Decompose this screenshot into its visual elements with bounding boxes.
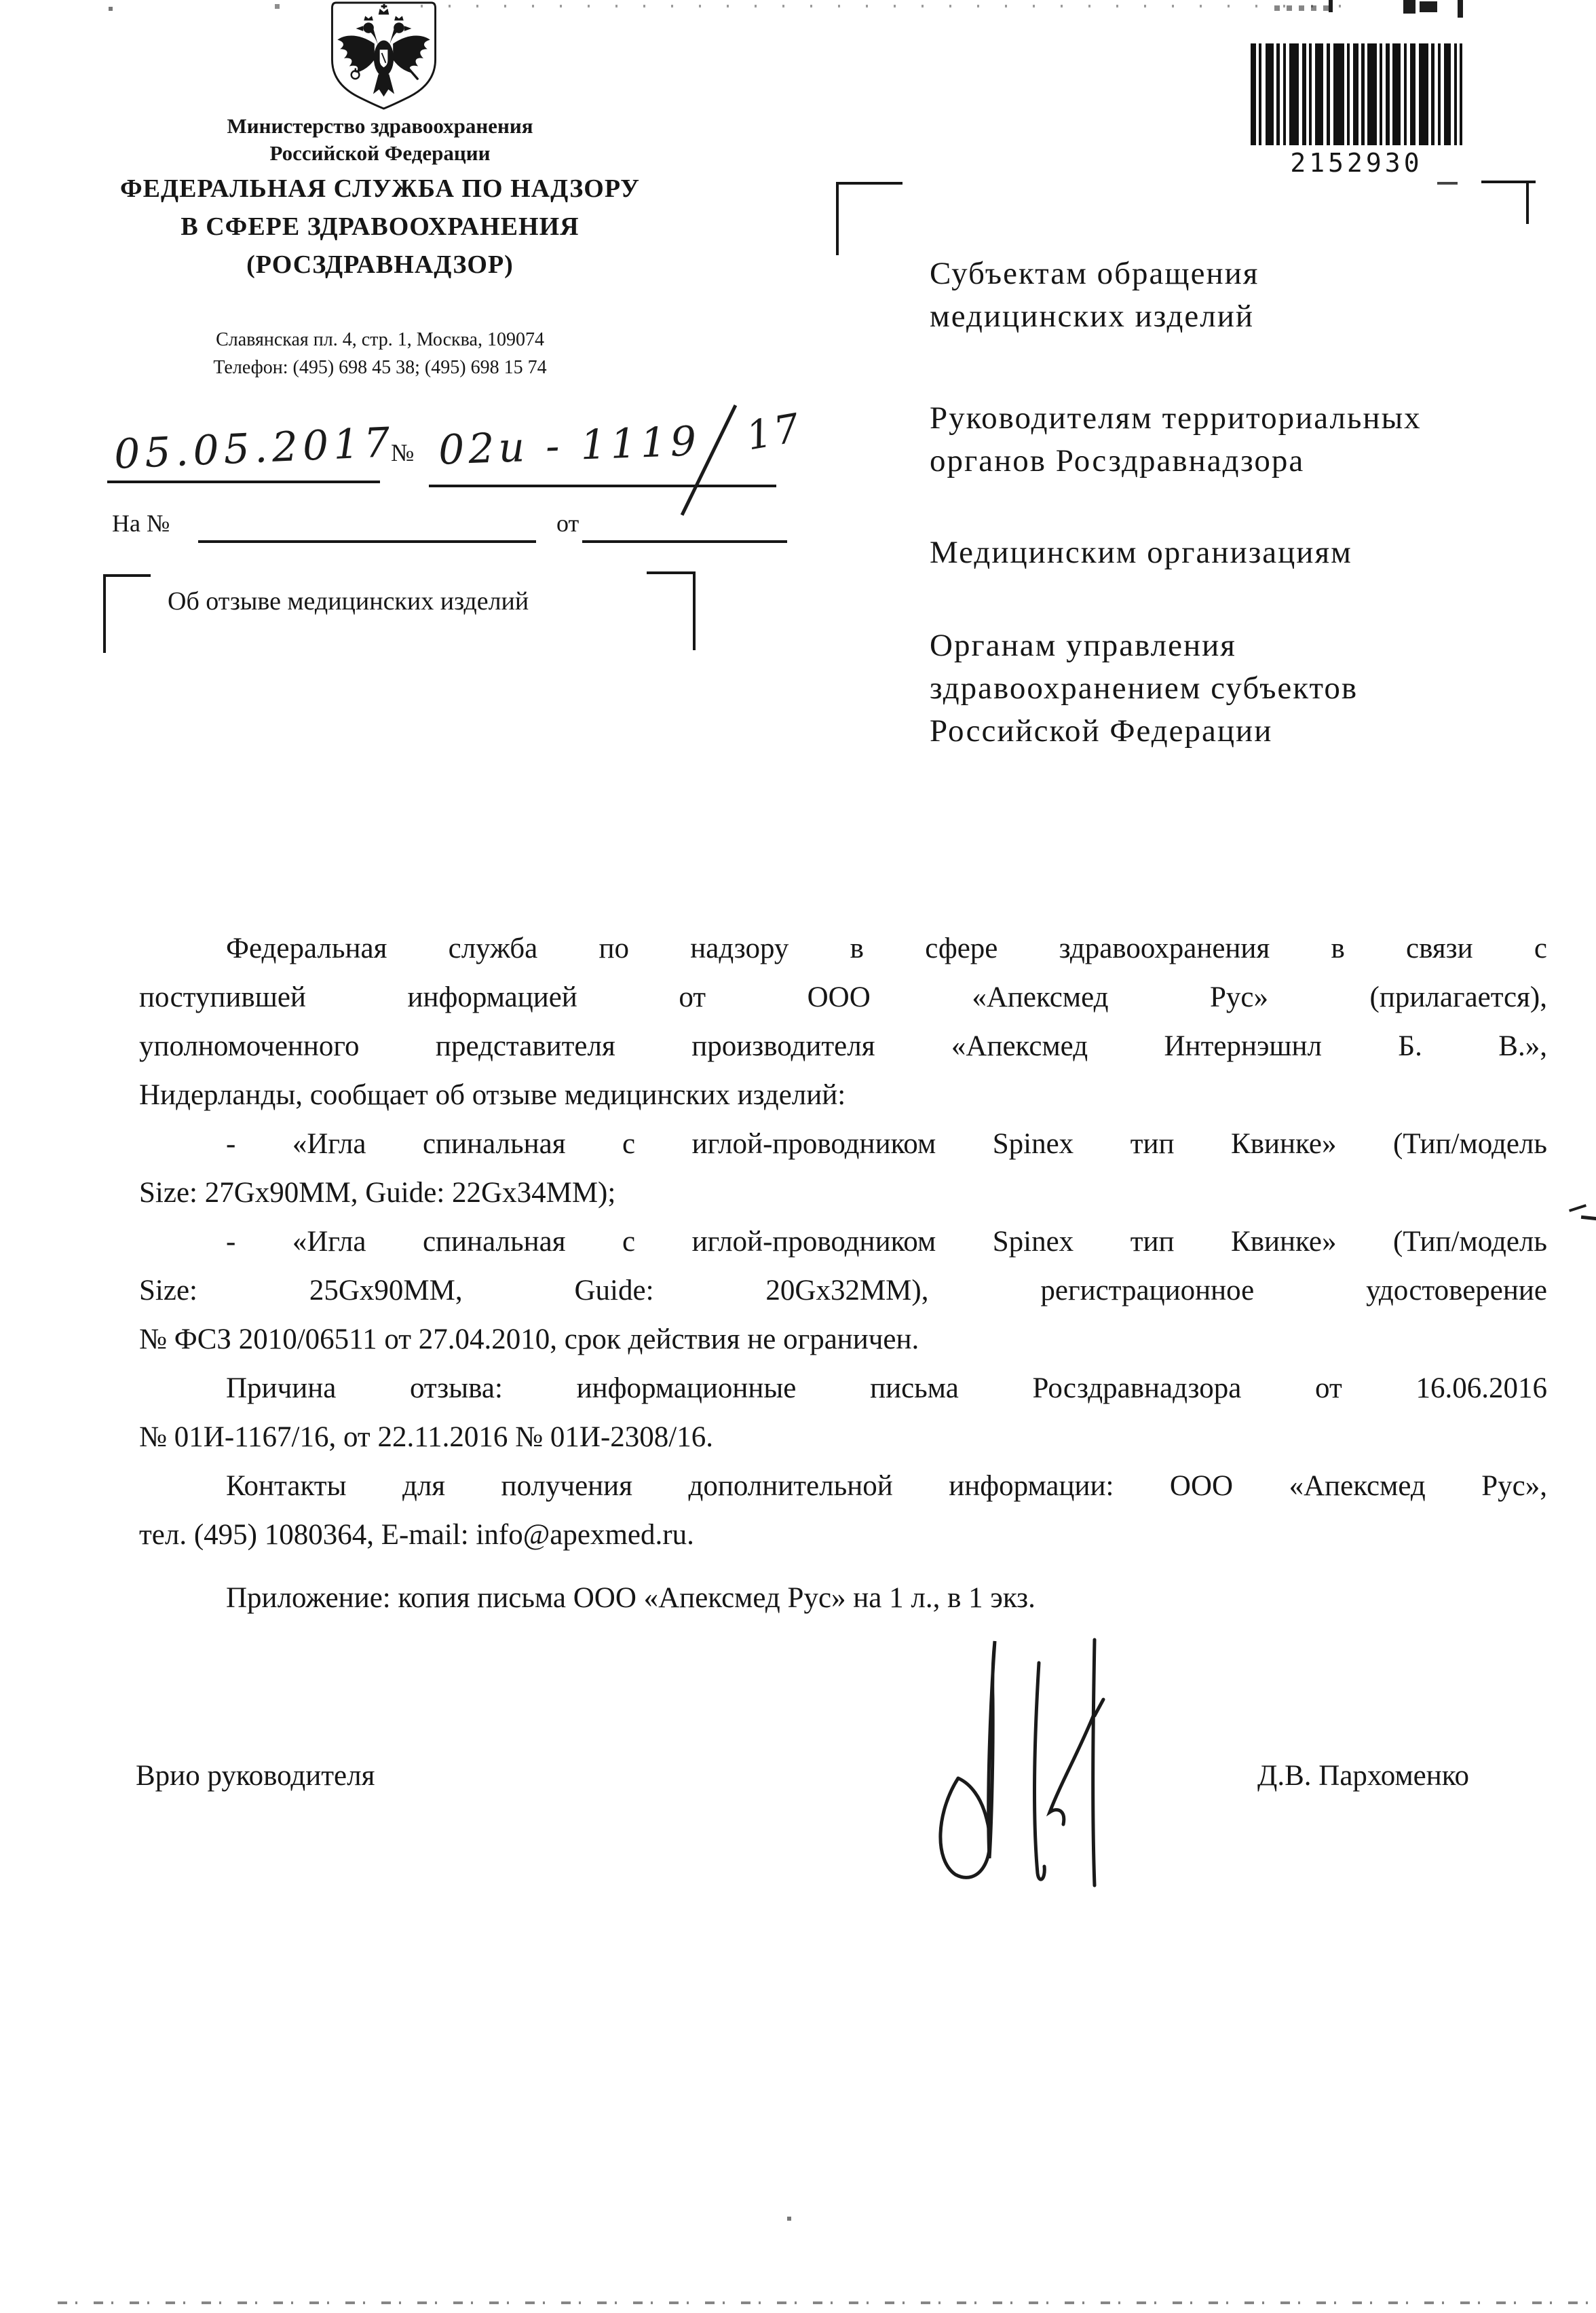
scan-blob <box>1420 1 1437 12</box>
recipient-territorial-heads <box>930 397 1561 483</box>
recipient-health-authorities <box>930 624 1561 753</box>
subject-bracket-top-left-h <box>103 574 151 577</box>
addressee-bracket-left-v <box>836 182 839 255</box>
recipient-subjects-of-circulation <box>930 252 1561 338</box>
org-contact-block <box>61 326 699 381</box>
body-line: - «Игла спинальная с иглой-проводником Spinex тип Квинке» (Тип/модель <box>226 1128 1547 1160</box>
recipient-line: медицинских изделий <box>930 299 1255 334</box>
recipient-line: органов Росздравнадзора <box>930 443 1305 478</box>
addressee-bracket-right-v <box>1526 181 1529 224</box>
org-address: Славянская пл. 4, стр. 1, Москва, 109074 <box>216 329 544 350</box>
letter-number-handwritten: 02и - 1119 <box>437 417 702 474</box>
subject-bracket-top-right-h <box>647 571 696 574</box>
body-line: № 01И-1167/16, от 22.11.2016 № 01И-2308/16. <box>139 1421 713 1453</box>
handwritten-signature <box>916 1634 1174 1906</box>
scan-noise-bottom-strip <box>58 2301 1588 2304</box>
service-name <box>41 170 719 284</box>
reply-number-label: На № <box>112 510 170 537</box>
scan-smudge <box>1274 5 1330 11</box>
body-line: уполномоченного представителя производителя «Апексмед Интернэшнл Б. В.», <box>139 1030 1547 1062</box>
service-line-1: ФЕДЕРАЛЬНАЯ СЛУЖБА ПО НАДЗОРУ <box>120 174 640 203</box>
barcode-number: 2152930 <box>1290 148 1423 178</box>
number-underline <box>429 485 776 487</box>
scan-speck <box>275 4 280 9</box>
recipient-line: Органам управления <box>930 628 1236 663</box>
org-phone: Телефон: (495) 698 45 38; (495) 698 15 74 <box>213 357 547 378</box>
recipient-line: Субъектам обращения <box>930 256 1259 291</box>
body-line: поступившей информацией от ООО «Апексмед Рус» (прилагается), <box>139 981 1547 1013</box>
subject-bracket-top-left-v <box>103 574 106 653</box>
body-line: - «Игла спинальная с иглой-проводником Spinex тип Квинке» (Тип/модель <box>226 1226 1547 1258</box>
scan-dash-mark <box>1437 182 1458 185</box>
letter-date-handwritten: 05.05.2017 <box>113 419 396 478</box>
body-line: Size: 27Gx90MM, Guide: 22Gx34MM); <box>139 1177 616 1209</box>
scan-speck <box>787 2217 791 2221</box>
coat-of-arms-russia-icon <box>318 0 450 110</box>
attachment-line: Приложение: копия письма ООО «Апексмед Рус» на 1 л., в 1 экз. <box>226 1582 1036 1614</box>
body-line: Нидерланды, сообщает об отзыве медицинских изделий: <box>139 1079 846 1111</box>
body-line: Size: 25Gx90MM, Guide: 20Gx32MM), регистрационное удостоверение <box>139 1275 1547 1306</box>
letter-number-year-handwritten: 17 <box>742 404 806 459</box>
number-label: № <box>391 439 415 466</box>
ministry-line-1: Министерство здравоохранения <box>227 114 533 138</box>
body-line: Федеральная служба по надзору в сфере здравоохранения в связи с <box>226 933 1547 964</box>
ministry-name <box>88 113 672 167</box>
reply-number-underline <box>198 540 536 543</box>
service-line-2: В СФЕРЕ ЗДРАВООХРАНЕНИЯ <box>180 212 580 241</box>
pen-tick-mark <box>1569 1204 1586 1212</box>
date-underline <box>107 481 380 483</box>
reply-from-label: от <box>556 510 580 537</box>
body-line: Контакты для получения дополнительной информации: ООО «Апексмед Рус», <box>226 1470 1547 1502</box>
recipient-line: Российской Федерации <box>930 713 1273 749</box>
reply-date-underline <box>582 540 787 543</box>
scan-speck <box>109 7 113 11</box>
recipient-line: Руководителям территориальных <box>930 400 1422 436</box>
pen-tick-mark <box>1581 1216 1596 1220</box>
recipient-line: здравоохранением субъектов <box>930 671 1358 706</box>
service-line-3: (РОСЗДРАВНАДЗОР) <box>246 250 514 279</box>
body-line: тел. (495) 1080364, E-mail: info@apexmed.ru. <box>139 1519 694 1551</box>
body-line: Причина отзыва: информационные письма Росздравнадзора от 16.06.2016 <box>226 1372 1547 1404</box>
addressee-bracket-left-h <box>836 182 902 185</box>
scan-blob <box>1403 0 1416 14</box>
recipient-medical-organizations <box>930 531 1561 574</box>
ministry-line-2: Российской Федерации <box>269 141 491 165</box>
scan-blob <box>1329 0 1333 12</box>
registration-barcode <box>1251 43 1462 145</box>
scan-blob <box>1458 0 1463 18</box>
signer-name: Д.В. Пархоменко <box>1257 1760 1469 1792</box>
subject-line: Об отзыве медицинских изделий <box>168 587 529 616</box>
recipient-line: Медицинским организациям <box>930 535 1352 570</box>
scan-noise-top-strip <box>421 5 1344 7</box>
signer-position: Врио руководителя <box>136 1760 375 1792</box>
body-line: № ФСЗ 2010/06511 от 27.04.2010, срок действия не ограничен. <box>139 1323 919 1355</box>
